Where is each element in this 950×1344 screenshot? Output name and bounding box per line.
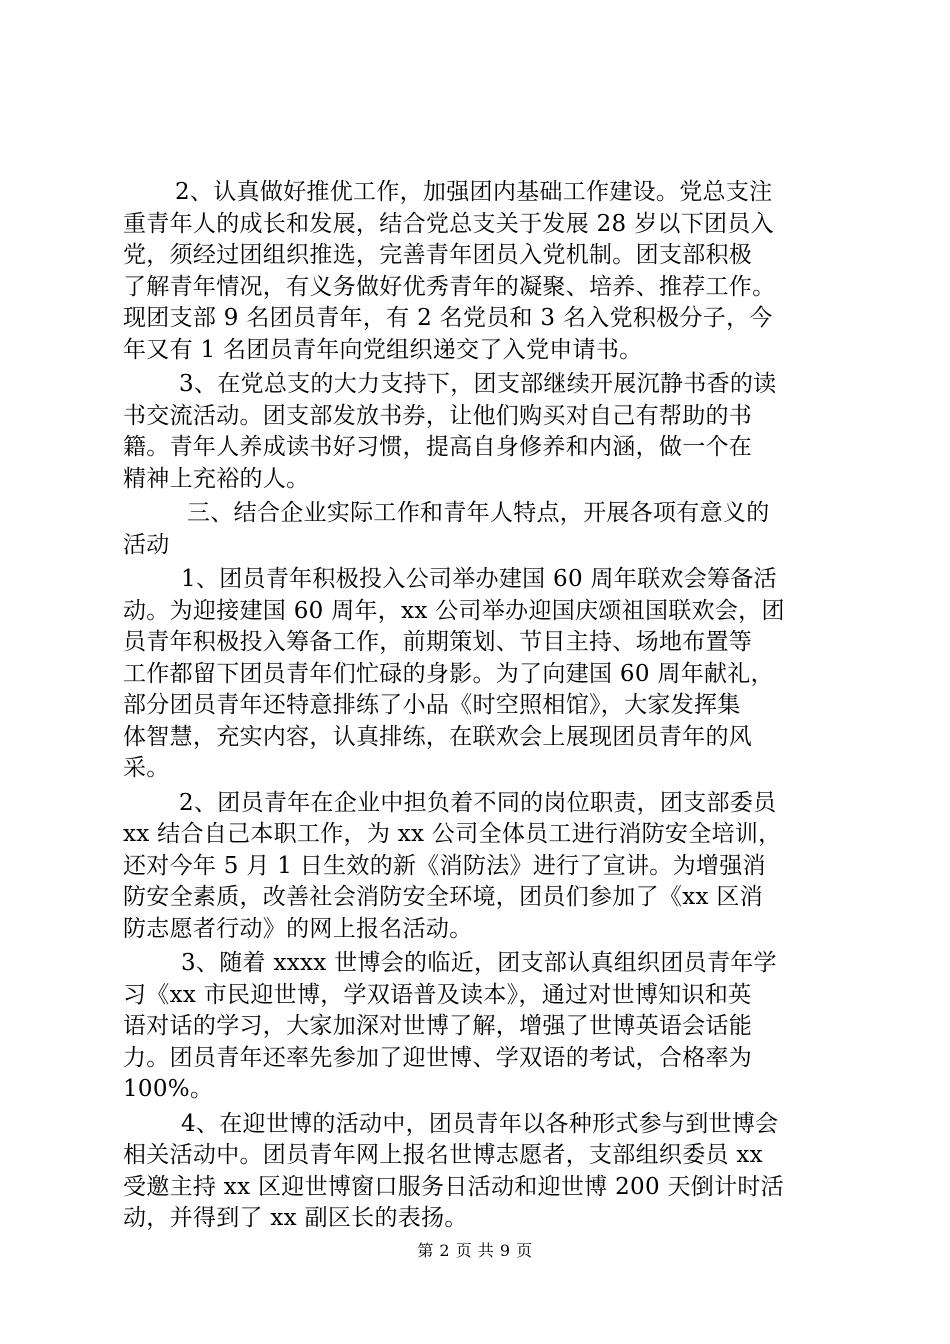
paragraph-line: 党，须经过团组织推选，完善青年团员入党机制。团支部积极 bbox=[123, 242, 753, 268]
paragraph-line: 籍。青年人养成读书好习惯，提高自身修养和内涵，做一个在 bbox=[123, 434, 753, 460]
paragraph-line: 书交流活动。团支部发放书券，让他们购买对自己有帮助的书 bbox=[123, 402, 753, 429]
paragraph-line: 习《xx 市民迎世博，学双语普及读本》，通过对世博知识和英 bbox=[123, 981, 752, 1008]
document-body bbox=[123, 177, 843, 1235]
paragraph-line: 4、在迎世博的活动中，团员青年以各种形式参与到世博会 bbox=[181, 1110, 779, 1137]
paragraph-line: 防安全素质，改善社会消防安全环境，团员们参加了《xx 区消 bbox=[123, 884, 763, 910]
paragraph-line: 2、团员青年在企业中担负着不同的岗位职责，团支部委员 bbox=[179, 789, 777, 816]
paragraph-line: 部分团员青年还特意排练了小品《时空照相馆》，大家发挥集 bbox=[123, 692, 741, 718]
paragraph-line: 受邀主持 xx 区迎世博窗口服务日活动和迎世博 200 天倒计时活 bbox=[123, 1173, 784, 1200]
paragraph-line: 力。团员青年还率先参加了迎世博、学双语的考试，合格率为 bbox=[123, 1044, 753, 1071]
paragraph-line: 了解青年情况，有义务做好优秀青年的凝聚、培养、推荐工作。 bbox=[123, 273, 776, 300]
page-number-footer: 第 2 页 共 9 页 bbox=[417, 1241, 533, 1260]
paragraph-line: 年又有 1 名团员青年向党组织递交了入党申请书。 bbox=[123, 336, 643, 363]
section-heading: 三、结合企业实际工作和青年人特点，开展各项有意义的 bbox=[187, 500, 770, 526]
paragraph-line: 3、在党总支的大力支持下，团支部继续开展沉静书香的读 bbox=[179, 371, 777, 397]
paragraph-line: 语对话的学习，大家加深对世博了解，增强了世博英语会话能 bbox=[123, 1013, 753, 1039]
paragraph-line: 1、团员青年积极投入公司举办建国 60 周年联欢会筹备活 bbox=[181, 566, 777, 592]
paragraph-line: 2、认真做好推优工作，加强团内基础工作建设。党总支注 bbox=[175, 179, 773, 205]
paragraph-line: 相关活动中。团员青年网上报名世博志愿者，支部组织委员 xx bbox=[123, 1142, 763, 1168]
paragraph-line: 100%。 bbox=[123, 1076, 214, 1102]
paragraph-line: 防志愿者行动》的网上报名活动。 bbox=[123, 915, 473, 942]
section-heading: 活动 bbox=[123, 531, 170, 558]
paragraph-line: 重青年人的成长和发展，结合党总支关于发展 28 岁以下团员入 bbox=[123, 210, 774, 237]
paragraph-line: 还对今年 5 月 1 日生效的新《消防法》进行了宣讲。为增强消 bbox=[123, 852, 766, 879]
paragraph-line: xx 结合自己本职工作，为 xx 公司全体员工进行消防安全培训， bbox=[123, 821, 782, 847]
paragraph-line: 动。为迎接建国 60 周年，xx 公司举办迎国庆颂祖国联欢会，团 bbox=[123, 597, 785, 624]
paragraph-line: 体智慧，充实内容，认真排练，在联欢会上展现团员青年的风 bbox=[123, 723, 753, 750]
paragraph-line: 现团支部 9 名团员青年，有 2 名党员和 3 名入党积极分子，今 bbox=[123, 305, 773, 331]
paragraph-line: 精神上充裕的人。 bbox=[123, 465, 310, 492]
paragraph-line: 动，并得到了 xx 副区长的表扬。 bbox=[123, 1205, 468, 1231]
paragraph-line: 3、随着 xxxx 世博会的临近，团支部认真组织团员青年学 bbox=[181, 950, 777, 976]
paragraph-line: 员青年积极投入筹备工作，前期策划、节目主持、场地布置等 bbox=[123, 629, 753, 655]
paragraph-line: 工作都留下团员青年们忙碌的身影。为了向建国 60 周年献礼， bbox=[123, 660, 774, 687]
paragraph-line: 采。 bbox=[123, 755, 170, 781]
